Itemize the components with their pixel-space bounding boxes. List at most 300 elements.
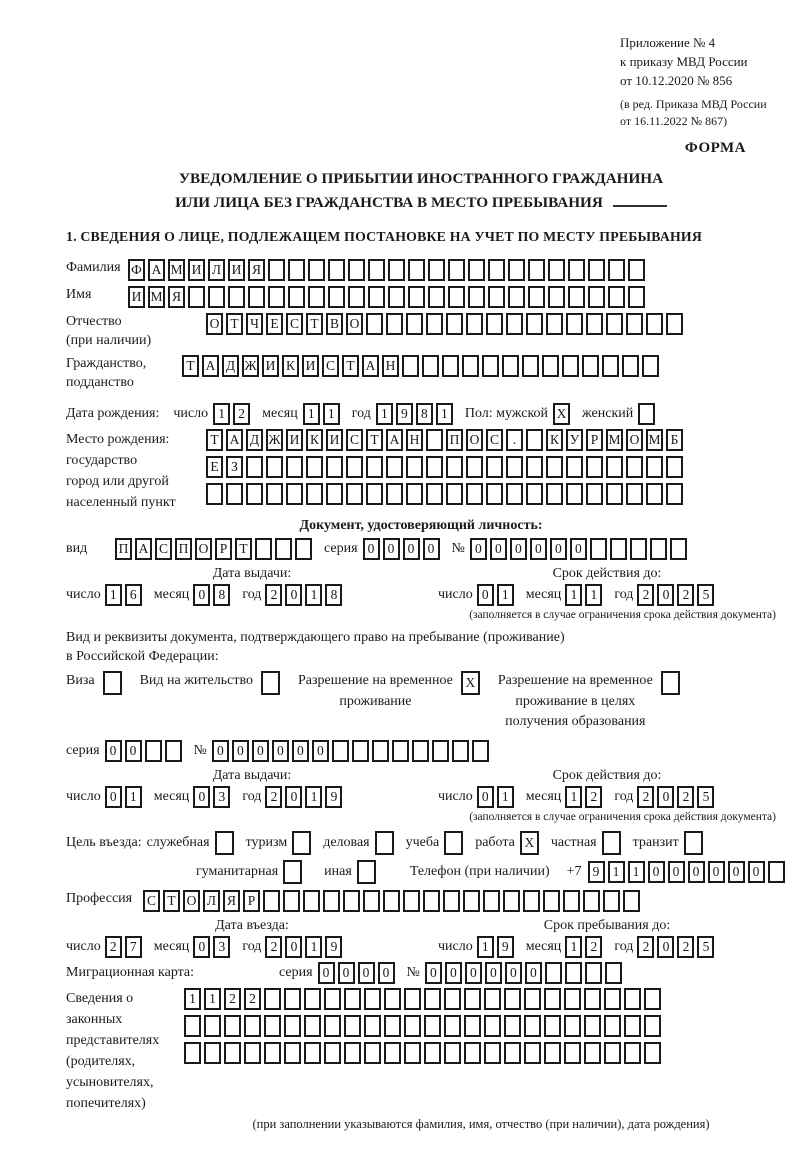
char-box-empty[interactable] xyxy=(384,1015,401,1037)
char-box-filled[interactable]: 1 xyxy=(376,403,393,425)
char-box-empty[interactable] xyxy=(544,1042,561,1064)
char-box-empty[interactable] xyxy=(268,286,285,308)
char-box-filled[interactable]: И xyxy=(302,355,319,377)
char-box-empty[interactable] xyxy=(444,1015,461,1037)
char-box-filled[interactable]: 2 xyxy=(637,786,654,808)
char-box-filled[interactable]: А xyxy=(226,429,243,451)
char-box-filled[interactable]: 1 xyxy=(204,988,221,1010)
char-box-filled[interactable]: 1 xyxy=(477,936,494,958)
char-box-empty[interactable] xyxy=(308,286,325,308)
char-box-empty[interactable] xyxy=(504,1015,521,1037)
char-box-filled[interactable]: Л xyxy=(203,890,220,912)
char-box-filled[interactable]: 9 xyxy=(325,786,342,808)
char-box-empty[interactable] xyxy=(428,259,445,281)
char-box-filled[interactable]: 5 xyxy=(697,584,714,606)
char-box-empty[interactable] xyxy=(328,259,345,281)
char-box-filled[interactable]: 0 xyxy=(550,538,567,560)
char-box-empty[interactable] xyxy=(446,313,463,335)
char-box-filled[interactable]: 9 xyxy=(325,936,342,958)
char-box-empty[interactable] xyxy=(443,890,460,912)
char-box-filled[interactable]: М xyxy=(606,429,623,451)
char-box-empty[interactable] xyxy=(284,1015,301,1037)
char-box-filled[interactable]: А xyxy=(362,355,379,377)
char-box-empty[interactable] xyxy=(165,740,182,762)
char-box-empty[interactable] xyxy=(444,1042,461,1064)
char-box-empty[interactable] xyxy=(368,259,385,281)
char-box-empty[interactable] xyxy=(284,1042,301,1064)
char-box-filled[interactable]: 0 xyxy=(285,936,302,958)
char-box-empty[interactable] xyxy=(384,988,401,1010)
char-box-empty[interactable] xyxy=(543,890,560,912)
char-box-filled[interactable]: 1 xyxy=(213,403,230,425)
char-box-filled[interactable]: 0 xyxy=(445,962,462,984)
char-box-filled[interactable]: Р xyxy=(243,890,260,912)
char-box-empty[interactable] xyxy=(626,483,643,505)
char-box-empty[interactable] xyxy=(332,740,349,762)
char-box-empty[interactable] xyxy=(346,483,363,505)
char-box-empty[interactable] xyxy=(366,456,383,478)
char-box-empty[interactable] xyxy=(564,988,581,1010)
char-box-empty[interactable] xyxy=(206,483,223,505)
char-box-filled[interactable]: Я xyxy=(248,259,265,281)
char-box-filled[interactable]: 1 xyxy=(305,936,322,958)
char-box-empty[interactable] xyxy=(426,313,443,335)
char-box-filled[interactable]: С xyxy=(286,313,303,335)
char-box-empty[interactable] xyxy=(228,286,245,308)
char-box-empty[interactable] xyxy=(324,1042,341,1064)
char-box-empty[interactable] xyxy=(666,483,683,505)
char-box-filled[interactable]: Д xyxy=(246,429,263,451)
char-box-empty[interactable] xyxy=(304,1042,321,1064)
char-box-empty[interactable] xyxy=(605,962,622,984)
char-box-filled[interactable]: 3 xyxy=(213,936,230,958)
char-box-empty[interactable] xyxy=(566,456,583,478)
char-box-filled[interactable]: 0 xyxy=(212,740,229,762)
char-box-empty[interactable] xyxy=(670,538,687,560)
char-box-filled[interactable]: П xyxy=(175,538,192,560)
char-box-empty[interactable] xyxy=(564,1015,581,1037)
char-box-empty[interactable] xyxy=(466,483,483,505)
char-box-empty[interactable] xyxy=(526,456,543,478)
char-box-empty[interactable] xyxy=(412,740,429,762)
char-box-empty[interactable] xyxy=(548,286,565,308)
char-box-empty[interactable] xyxy=(248,286,265,308)
char-box-empty[interactable] xyxy=(286,483,303,505)
char-box-empty[interactable] xyxy=(604,988,621,1010)
char-box-filled[interactable]: 2 xyxy=(265,786,282,808)
char-box-empty[interactable] xyxy=(584,1015,601,1037)
char-box-filled[interactable]: 0 xyxy=(383,538,400,560)
char-box-empty[interactable] xyxy=(423,890,440,912)
char-box-filled[interactable]: 0 xyxy=(477,584,494,606)
char-box-filled[interactable]: 0 xyxy=(425,962,442,984)
char-box-empty[interactable] xyxy=(188,286,205,308)
char-box-filled[interactable]: 0 xyxy=(423,538,440,560)
char-box-filled[interactable]: Т xyxy=(342,355,359,377)
char-box-empty[interactable] xyxy=(224,1015,241,1037)
char-box-empty[interactable] xyxy=(286,456,303,478)
char-box-empty[interactable] xyxy=(508,259,525,281)
char-box-filled[interactable]: Ч xyxy=(246,313,263,335)
char-box-filled[interactable]: И xyxy=(188,259,205,281)
char-box-empty[interactable] xyxy=(586,456,603,478)
char-box-empty[interactable] xyxy=(344,988,361,1010)
char-box-empty[interactable] xyxy=(584,1042,601,1064)
char-box-empty[interactable] xyxy=(424,1042,441,1064)
char-box-filled[interactable]: 0 xyxy=(728,861,745,883)
char-box-empty[interactable] xyxy=(468,286,485,308)
char-box-filled[interactable]: Т xyxy=(235,538,252,560)
char-box-filled[interactable]: И xyxy=(286,429,303,451)
char-box-filled[interactable]: Я xyxy=(223,890,240,912)
char-box-empty[interactable] xyxy=(650,538,667,560)
char-box-empty[interactable] xyxy=(503,890,520,912)
char-box-filled[interactable]: 1 xyxy=(305,584,322,606)
char-box-empty[interactable] xyxy=(462,355,479,377)
char-box-empty[interactable] xyxy=(602,831,621,855)
char-box-empty[interactable] xyxy=(522,355,539,377)
char-box-filled[interactable]: О xyxy=(466,429,483,451)
char-box-empty[interactable] xyxy=(583,890,600,912)
char-box-empty[interactable] xyxy=(603,890,620,912)
char-box-empty[interactable] xyxy=(626,456,643,478)
char-box-empty[interactable] xyxy=(446,483,463,505)
char-box-filled[interactable]: 1 xyxy=(497,584,514,606)
char-box-empty[interactable] xyxy=(486,313,503,335)
char-box-empty[interactable] xyxy=(484,988,501,1010)
char-box-filled[interactable]: Я xyxy=(168,286,185,308)
char-box-filled[interactable]: Т xyxy=(163,890,180,912)
char-box-empty[interactable] xyxy=(666,456,683,478)
char-box-empty[interactable] xyxy=(304,1015,321,1037)
char-box-filled[interactable]: 2 xyxy=(637,936,654,958)
char-box-empty[interactable] xyxy=(288,286,305,308)
char-box-empty[interactable] xyxy=(524,1042,541,1064)
char-box-filled[interactable]: 0 xyxy=(193,786,210,808)
char-box-empty[interactable] xyxy=(255,538,272,560)
char-box-empty[interactable] xyxy=(444,831,463,855)
char-box-filled[interactable]: 1 xyxy=(105,584,122,606)
char-box-filled[interactable]: 2 xyxy=(233,403,250,425)
char-box-empty[interactable] xyxy=(264,1042,281,1064)
char-box-empty[interactable] xyxy=(323,890,340,912)
char-box-empty[interactable] xyxy=(324,1015,341,1037)
char-box-empty[interactable] xyxy=(364,1042,381,1064)
char-box-filled[interactable]: 2 xyxy=(105,936,122,958)
char-box-empty[interactable] xyxy=(357,860,376,884)
char-box-empty[interactable] xyxy=(292,831,311,855)
char-box-empty[interactable] xyxy=(261,671,280,695)
char-box-empty[interactable] xyxy=(246,456,263,478)
char-box-empty[interactable] xyxy=(604,1015,621,1037)
char-box-empty[interactable] xyxy=(244,1042,261,1064)
char-box-empty[interactable] xyxy=(244,1015,261,1037)
char-box-empty[interactable] xyxy=(426,429,443,451)
char-box-filled[interactable]: 0 xyxy=(465,962,482,984)
char-box-empty[interactable] xyxy=(426,483,443,505)
char-box-filled[interactable]: 8 xyxy=(325,584,342,606)
char-box-empty[interactable] xyxy=(508,286,525,308)
char-box-empty[interactable] xyxy=(352,740,369,762)
char-box-empty[interactable] xyxy=(463,890,480,912)
char-box-empty[interactable] xyxy=(486,483,503,505)
char-box-empty[interactable] xyxy=(768,861,785,883)
char-box-empty[interactable] xyxy=(246,483,263,505)
char-box-filled[interactable]: С xyxy=(143,890,160,912)
char-box-filled[interactable]: С xyxy=(346,429,363,451)
char-box-empty[interactable] xyxy=(348,259,365,281)
char-box-empty[interactable] xyxy=(610,538,627,560)
char-box-filled[interactable]: К xyxy=(282,355,299,377)
char-box-empty[interactable] xyxy=(504,988,521,1010)
char-box-filled[interactable]: 5 xyxy=(697,786,714,808)
char-box-filled[interactable]: 0 xyxy=(477,786,494,808)
char-box-empty[interactable] xyxy=(586,483,603,505)
char-box-empty[interactable] xyxy=(546,483,563,505)
char-box-empty[interactable] xyxy=(604,1042,621,1064)
char-box-empty[interactable] xyxy=(564,1042,581,1064)
char-box-empty[interactable] xyxy=(563,890,580,912)
char-box-empty[interactable] xyxy=(562,355,579,377)
char-box-filled[interactable]: М xyxy=(168,259,185,281)
char-box-empty[interactable] xyxy=(483,890,500,912)
char-box-filled[interactable]: 0 xyxy=(708,861,725,883)
char-box-empty[interactable] xyxy=(502,355,519,377)
char-box-filled[interactable]: С xyxy=(486,429,503,451)
char-box-empty[interactable] xyxy=(103,671,122,695)
char-box-filled[interactable]: 0 xyxy=(272,740,289,762)
char-box-filled[interactable]: . xyxy=(506,429,523,451)
char-box-empty[interactable] xyxy=(442,355,459,377)
char-box-filled[interactable]: Н xyxy=(406,429,423,451)
char-box-filled[interactable]: 0 xyxy=(688,861,705,883)
char-box-empty[interactable] xyxy=(566,483,583,505)
char-box-empty[interactable] xyxy=(388,259,405,281)
char-box-empty[interactable] xyxy=(624,988,641,1010)
char-box-filled[interactable]: Т xyxy=(366,429,383,451)
char-box-filled[interactable]: 2 xyxy=(265,584,282,606)
char-box-empty[interactable] xyxy=(544,988,561,1010)
char-box-empty[interactable] xyxy=(526,313,543,335)
char-box-filled[interactable]: 2 xyxy=(677,584,694,606)
char-box-empty[interactable] xyxy=(566,313,583,335)
char-box-empty[interactable] xyxy=(428,286,445,308)
char-box-empty[interactable] xyxy=(266,483,283,505)
char-box-empty[interactable] xyxy=(661,671,680,695)
char-box-empty[interactable] xyxy=(275,538,292,560)
char-box-filled[interactable]: О xyxy=(626,429,643,451)
char-box-empty[interactable] xyxy=(545,962,562,984)
char-box-empty[interactable] xyxy=(630,538,647,560)
char-box-filled[interactable]: 2 xyxy=(585,936,602,958)
char-box-empty[interactable] xyxy=(588,286,605,308)
char-box-empty[interactable] xyxy=(628,259,645,281)
char-box-empty[interactable] xyxy=(306,456,323,478)
char-box-empty[interactable] xyxy=(422,355,439,377)
char-box-filled[interactable]: И xyxy=(326,429,343,451)
char-box-filled[interactable]: 0 xyxy=(510,538,527,560)
char-box-empty[interactable] xyxy=(326,456,343,478)
char-box-filled[interactable]: В xyxy=(326,313,343,335)
char-box-empty[interactable] xyxy=(488,259,505,281)
char-box-filled[interactable]: 0 xyxy=(378,962,395,984)
char-box-filled[interactable]: О xyxy=(346,313,363,335)
char-box-filled[interactable]: С xyxy=(155,538,172,560)
char-box-filled[interactable]: И xyxy=(262,355,279,377)
char-box-empty[interactable] xyxy=(408,259,425,281)
char-box-filled[interactable]: 0 xyxy=(125,740,142,762)
char-box-filled[interactable]: П xyxy=(446,429,463,451)
char-box-empty[interactable] xyxy=(328,286,345,308)
char-box-empty[interactable] xyxy=(565,962,582,984)
char-box-empty[interactable] xyxy=(506,456,523,478)
char-box-filled[interactable]: 0 xyxy=(338,962,355,984)
char-box-empty[interactable] xyxy=(263,890,280,912)
char-box-empty[interactable] xyxy=(424,1015,441,1037)
char-box-empty[interactable] xyxy=(364,988,381,1010)
char-box-empty[interactable] xyxy=(526,429,543,451)
char-box-filled[interactable]: Т xyxy=(206,429,223,451)
char-box-empty[interactable] xyxy=(606,483,623,505)
char-box-filled[interactable]: 1 xyxy=(608,861,625,883)
char-box-filled[interactable]: 0 xyxy=(285,584,302,606)
char-box-filled[interactable]: 0 xyxy=(470,538,487,560)
char-box-filled[interactable]: 0 xyxy=(312,740,329,762)
char-box-filled[interactable]: 0 xyxy=(657,786,674,808)
char-box-empty[interactable] xyxy=(388,286,405,308)
char-box-empty[interactable] xyxy=(426,456,443,478)
char-box-filled[interactable]: Ж xyxy=(242,355,259,377)
char-box-empty[interactable] xyxy=(528,259,545,281)
char-box-filled[interactable]: 1 xyxy=(436,403,453,425)
char-box-filled[interactable]: 6 xyxy=(125,584,142,606)
char-box-filled[interactable]: 0 xyxy=(570,538,587,560)
char-box-empty[interactable] xyxy=(628,286,645,308)
char-box-filled[interactable]: 9 xyxy=(396,403,413,425)
char-box-empty[interactable] xyxy=(204,1042,221,1064)
char-box-filled[interactable]: 0 xyxy=(525,962,542,984)
char-box-filled[interactable]: 1 xyxy=(125,786,142,808)
char-box-filled[interactable]: О xyxy=(195,538,212,560)
char-box-empty[interactable] xyxy=(486,456,503,478)
char-box-empty[interactable] xyxy=(264,1015,281,1037)
char-box-filled[interactable]: 1 xyxy=(565,936,582,958)
char-box-empty[interactable] xyxy=(488,286,505,308)
char-box-empty[interactable] xyxy=(623,890,640,912)
char-box-empty[interactable] xyxy=(283,890,300,912)
char-box-empty[interactable] xyxy=(386,456,403,478)
char-box-filled[interactable]: 0 xyxy=(292,740,309,762)
char-box-filled[interactable]: 1 xyxy=(497,786,514,808)
char-box-empty[interactable] xyxy=(523,890,540,912)
char-box-empty[interactable] xyxy=(568,259,585,281)
char-box-empty[interactable] xyxy=(484,1042,501,1064)
char-box-empty[interactable] xyxy=(448,286,465,308)
char-box-filled[interactable]: 0 xyxy=(530,538,547,560)
char-box-empty[interactable] xyxy=(383,890,400,912)
char-box-filled[interactable]: 1 xyxy=(184,988,201,1010)
char-box-empty[interactable] xyxy=(644,1042,661,1064)
char-box-empty[interactable] xyxy=(642,355,659,377)
char-box-filled[interactable]: 1 xyxy=(305,786,322,808)
char-box-empty[interactable] xyxy=(386,313,403,335)
char-box-empty[interactable] xyxy=(215,831,234,855)
char-box-filled[interactable]: 1 xyxy=(585,584,602,606)
char-box-empty[interactable] xyxy=(464,1042,481,1064)
char-box-filled[interactable]: Р xyxy=(215,538,232,560)
char-box-empty[interactable] xyxy=(266,456,283,478)
char-box-empty[interactable] xyxy=(544,1015,561,1037)
char-box-filled[interactable]: 2 xyxy=(585,786,602,808)
char-box-empty[interactable] xyxy=(404,1015,421,1037)
char-box-empty[interactable] xyxy=(524,988,541,1010)
char-box-empty[interactable] xyxy=(184,1015,201,1037)
char-box-empty[interactable] xyxy=(366,313,383,335)
char-box-filled[interactable]: 0 xyxy=(485,962,502,984)
char-box-empty[interactable] xyxy=(548,259,565,281)
char-box-empty[interactable] xyxy=(406,313,423,335)
char-box-filled[interactable]: 0 xyxy=(232,740,249,762)
char-box-filled[interactable]: X xyxy=(553,403,570,425)
char-box-empty[interactable] xyxy=(404,988,421,1010)
char-box-empty[interactable] xyxy=(303,890,320,912)
char-box-empty[interactable] xyxy=(264,988,281,1010)
char-box-filled[interactable]: 9 xyxy=(497,936,514,958)
char-box-filled[interactable]: И xyxy=(228,259,245,281)
char-box-empty[interactable] xyxy=(464,988,481,1010)
char-box-empty[interactable] xyxy=(406,483,423,505)
char-box-empty[interactable] xyxy=(288,259,305,281)
char-box-empty[interactable] xyxy=(448,259,465,281)
char-box-empty[interactable] xyxy=(484,1015,501,1037)
char-box-empty[interactable] xyxy=(366,483,383,505)
char-box-filled[interactable]: 0 xyxy=(657,584,674,606)
char-box-filled[interactable]: 2 xyxy=(677,786,694,808)
char-box-filled[interactable]: 1 xyxy=(565,584,582,606)
char-box-empty[interactable] xyxy=(208,286,225,308)
char-box-empty[interactable] xyxy=(585,962,602,984)
char-box-empty[interactable] xyxy=(226,483,243,505)
char-box-empty[interactable] xyxy=(646,456,663,478)
char-box-empty[interactable] xyxy=(295,538,312,560)
char-box-empty[interactable] xyxy=(444,988,461,1010)
char-box-empty[interactable] xyxy=(375,831,394,855)
char-box-filled[interactable]: С xyxy=(322,355,339,377)
char-box-empty[interactable] xyxy=(606,313,623,335)
char-box-empty[interactable] xyxy=(568,286,585,308)
char-box-empty[interactable] xyxy=(368,286,385,308)
char-box-empty[interactable] xyxy=(546,456,563,478)
char-box-filled[interactable]: Ж xyxy=(266,429,283,451)
char-box-filled[interactable]: 2 xyxy=(637,584,654,606)
char-box-empty[interactable] xyxy=(204,1015,221,1037)
char-box-empty[interactable] xyxy=(268,259,285,281)
char-box-empty[interactable] xyxy=(526,483,543,505)
char-box-filled[interactable]: К xyxy=(546,429,563,451)
char-box-filled[interactable]: А xyxy=(135,538,152,560)
char-box-filled[interactable]: З xyxy=(226,456,243,478)
char-box-empty[interactable] xyxy=(386,483,403,505)
char-box-empty[interactable] xyxy=(528,286,545,308)
char-box-empty[interactable] xyxy=(184,1042,201,1064)
char-box-empty[interactable] xyxy=(602,355,619,377)
char-box-empty[interactable] xyxy=(482,355,499,377)
char-box-empty[interactable] xyxy=(432,740,449,762)
char-box-empty[interactable] xyxy=(308,259,325,281)
char-box-empty[interactable] xyxy=(466,456,483,478)
char-box-empty[interactable] xyxy=(608,259,625,281)
char-box-filled[interactable]: М xyxy=(646,429,663,451)
